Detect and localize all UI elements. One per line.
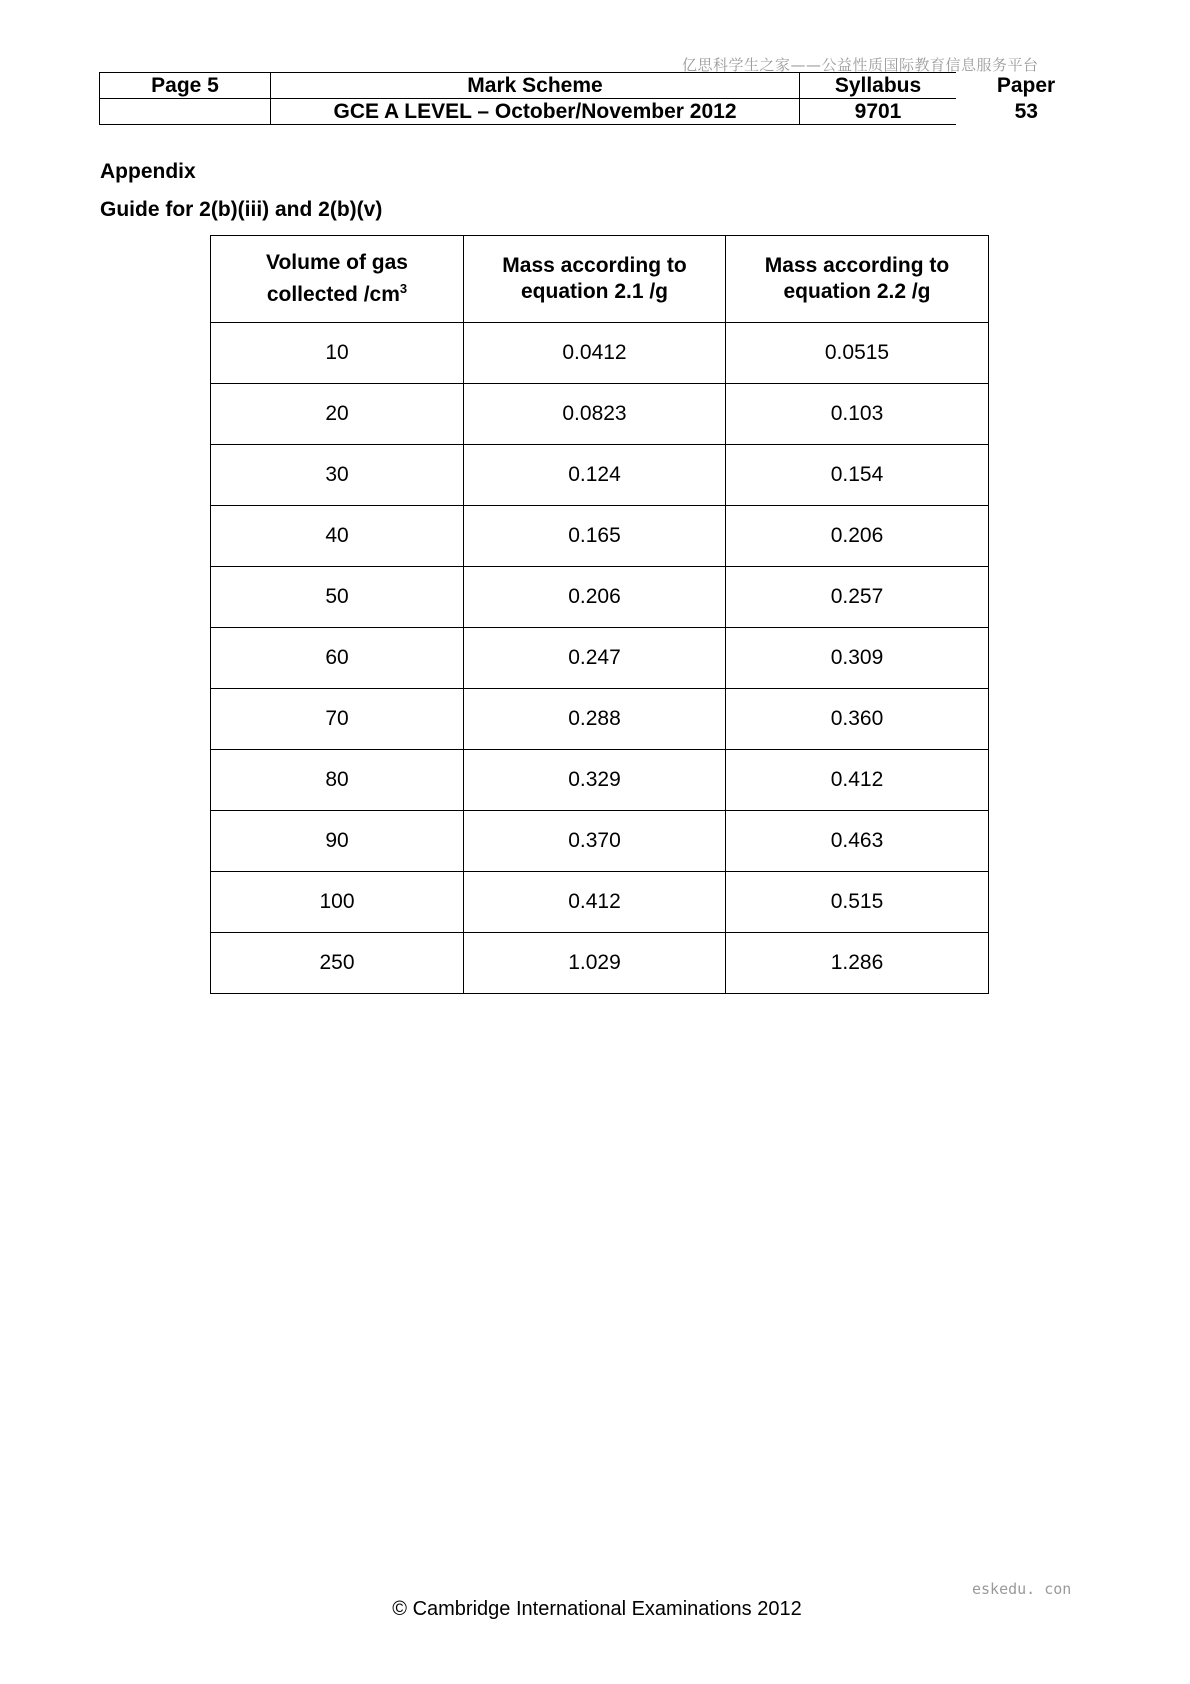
mass-eq21-cell: 0.370 (464, 811, 726, 872)
volume-cell: 90 (211, 811, 464, 872)
table-row (211, 323, 989, 384)
mass-eq22-cell: 0.0515 (726, 323, 989, 384)
data-table (210, 235, 989, 994)
table-row (211, 750, 989, 811)
mass-eq21-cell: 0.124 (464, 445, 726, 506)
mass-eq21-cell: 0.0412 (464, 323, 726, 384)
header-mass-eq22-line2: equation 2.2 /g (783, 280, 931, 303)
mass-eq22-cell: 0.515 (726, 872, 989, 933)
page-label: Page 5 (100, 73, 271, 99)
header-volume (211, 236, 464, 323)
volume-cell: 60 (211, 628, 464, 689)
empty-cell (100, 99, 271, 125)
mass-eq21-cell: 0.247 (464, 628, 726, 689)
volume-cell: 70 (211, 689, 464, 750)
volume-cell: 50 (211, 567, 464, 628)
table-row (211, 628, 989, 689)
volume-cell: 250 (211, 933, 464, 994)
footer-text: © Cambridge International Examinations 2012 (392, 1598, 802, 1620)
table-header-row (211, 236, 989, 323)
mass-eq22-cell: 0.206 (726, 506, 989, 567)
header-mass-eq22 (726, 236, 989, 323)
doc-title: Mark Scheme (271, 73, 800, 99)
volume-cell: 40 (211, 506, 464, 567)
header-mass-eq21-line1: Mass according to (502, 254, 687, 277)
syllabus-label: Syllabus (800, 73, 957, 99)
volume-cell: 10 (211, 323, 464, 384)
watermark-top: 亿思科学生之家——公益性质国际教育信息服务平台 (682, 56, 1039, 74)
table-body (211, 323, 989, 994)
footer (0, 1598, 1190, 1621)
header-row-1 (100, 73, 1097, 99)
header-table (99, 72, 1097, 125)
volume-cell: 30 (211, 445, 464, 506)
syllabus-code: 9701 (800, 99, 957, 125)
paper-number: 53 (1014, 100, 1038, 123)
header-volume-line1: Volume of gas (266, 251, 408, 274)
mass-eq21-cell: 1.029 (464, 933, 726, 994)
table-row (211, 811, 989, 872)
header-row-2 (100, 99, 1097, 125)
table-row (211, 933, 989, 994)
mass-eq22-cell: 0.103 (726, 384, 989, 445)
mass-eq22-cell: 0.412 (726, 750, 989, 811)
volume-cell: 80 (211, 750, 464, 811)
exam-title: GCE A LEVEL – October/November 2012 (271, 99, 800, 125)
watermark-bottom: eskedu. con (972, 1580, 1072, 1598)
mass-eq22-cell: 0.257 (726, 567, 989, 628)
mass-eq21-cell: 0.0823 (464, 384, 726, 445)
mass-eq22-cell: 0.154 (726, 445, 989, 506)
header-volume-line2: collected /cm (266, 283, 400, 306)
mass-eq22-cell: 0.463 (726, 811, 989, 872)
table-row (211, 384, 989, 445)
table-row (211, 689, 989, 750)
mass-eq21-cell: 0.206 (464, 567, 726, 628)
table-row (211, 872, 989, 933)
paper-label: Paper (996, 74, 1056, 97)
mass-eq22-cell: 0.360 (726, 689, 989, 750)
mass-eq21-cell: 0.288 (464, 689, 726, 750)
mass-eq21-cell: 0.165 (464, 506, 726, 567)
volume-cell: 20 (211, 384, 464, 445)
mass-eq22-cell: 0.309 (726, 628, 989, 689)
mass-eq22-cell: 1.286 (726, 933, 989, 994)
mass-eq21-cell: 0.412 (464, 872, 726, 933)
table-row (211, 567, 989, 628)
table-row (211, 506, 989, 567)
table-row (211, 445, 989, 506)
header-volume-sup: 3 (399, 281, 408, 296)
header-mass-eq22-line1: Mass according to (764, 254, 950, 277)
volume-cell: 100 (211, 872, 464, 933)
mass-eq21-cell: 0.329 (464, 750, 726, 811)
appendix-title: Appendix (100, 160, 196, 183)
guide-title: Guide for 2(b)(iii) and 2(b)(v) (100, 198, 383, 221)
header-mass-eq21-line2: equation 2.1 /g (520, 280, 669, 303)
header-mass-eq21 (464, 236, 726, 323)
